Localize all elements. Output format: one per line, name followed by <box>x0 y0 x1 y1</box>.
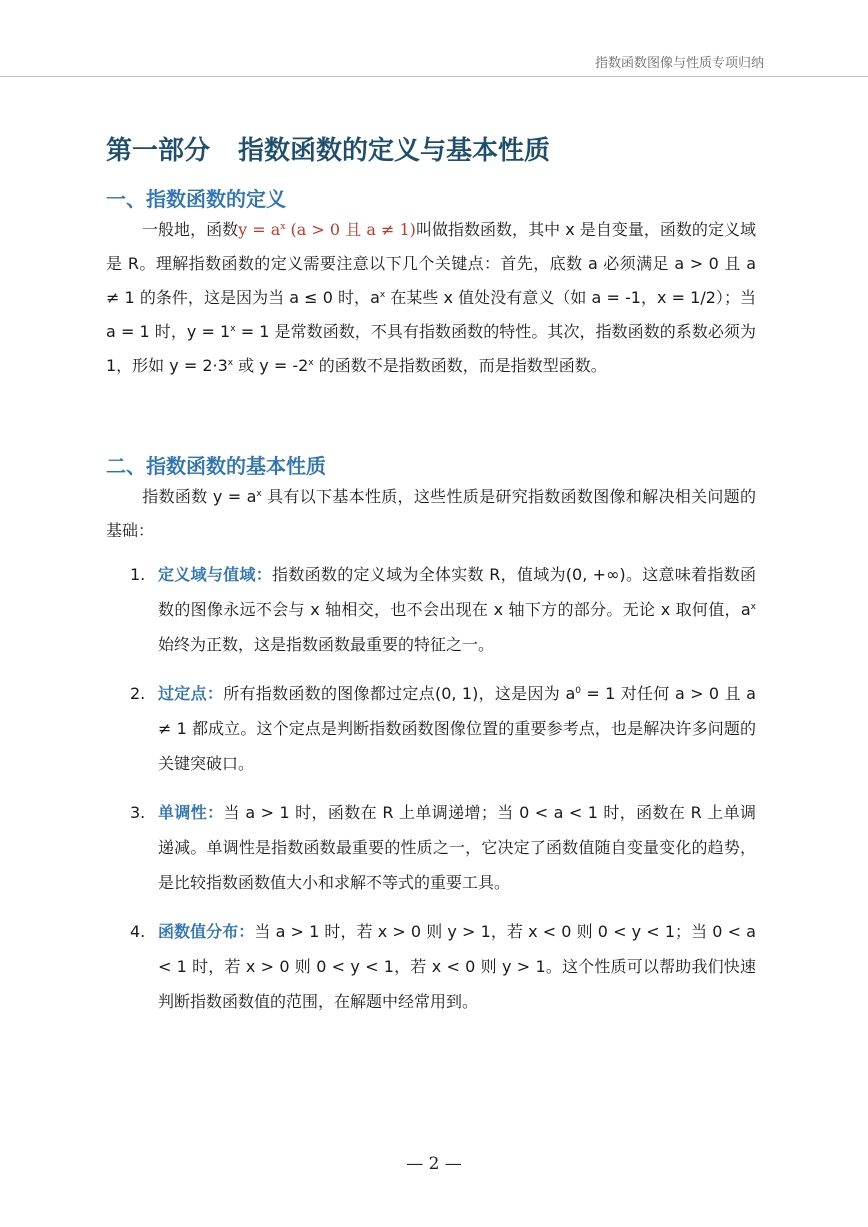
part-label: 第一部分 <box>106 136 211 166</box>
definition-paragraph: 一般地，函数$y = a^x$ (a > 0 且 a ≠ 1)叫做指数函数，其中 x 是自变量，函数的定义域是 R。理解指数函数的定义需要注意以下几个关键点：首先，底数 a 必须满足 a > 0 且 a ≠ 1 的条件，这是因为当 a ≤ 0 时，$a^x$ 在某些 x 值处没有意义（如 a = -1，x = 1/2）；当 a = 1 时，$y = 1^x = 1$ 是常数函数，不具有指数函数的特性。其次，指数函数的系数必须为 1，形如 $y = 2\cdot 3^x$ 或 $y = -2^x$ 的函数不是指数函数，而是指数型函数。 <box>106 220 756 375</box>
section-title-properties: 二、指数函数的基本性质 <box>106 454 326 478</box>
header-divider <box>0 76 868 77</box>
properties-list <box>130 557 756 1033</box>
page-number: — 2 — <box>406 1154 462 1174</box>
definition-formula: $y = a^x$ (a > 0 且 a ≠ 1) <box>238 220 416 239</box>
list-item: 1. 定义域与值域：指数函数的定义域为全体实数 R，值域为(0, +∞)。这意味着指数函数的图像永远不会与 x 轴相交，也不会出现在 x 轴下方的部分。无论 x 取何值，$a^x$ 始终为正数，这是指数函数最重要的特征之一。 <box>130 565 756 654</box>
running-header: 指数函数图像与性质专项归纳 <box>594 56 764 71</box>
properties-intro-paragraph: 指数函数 $y = a^x$ 具有以下基本性质，这些性质是研究指数函数图像和解决相关问题的基础： <box>106 487 756 540</box>
list-item: 4. 函数值分布：当 a > 1 时，若 x > 0 则 y > 1，若 x < 0 则 0 < y < 1；当 0 < a < 1 时，若 x > 0 则 0 < y < 1，若 x < 0 则 y > 1。这个性质可以帮助我们快速判断指数函数值的范围，在解题中经常用到。 <box>130 922 756 1011</box>
list-item: 2. 过定点：所有指数函数的图像都过定点(0, 1)，这是因为 $a^0 = 1$ 对任何 a > 0 且 a ≠ 1 都成立。这个定点是判断指数函数图像位置的重要参考点，也是解决许多问题的关键突破口。 <box>130 684 756 773</box>
list-item-term: 过定点： <box>158 684 224 703</box>
list-item-term: 单调性： <box>158 803 224 822</box>
list-item: 3. 单调性：当 a > 1 时，函数在 R 上单调递增；当 0 < a < 1 时，函数在 R 上单调递减。单调性是指数函数最重要的性质之一，它决定了函数值随自变量变化的趋势，是比较指数函数值大小和求解不等式的重要工具。 <box>130 803 756 892</box>
part-title <box>106 130 550 167</box>
list-item-term: 定义域与值域： <box>158 565 273 584</box>
part-heading: 指数函数的定义与基本性质 <box>238 136 551 166</box>
section-title-definition: 一、指数函数的定义 <box>106 187 286 211</box>
list-item-term: 函数值分布： <box>158 922 255 941</box>
